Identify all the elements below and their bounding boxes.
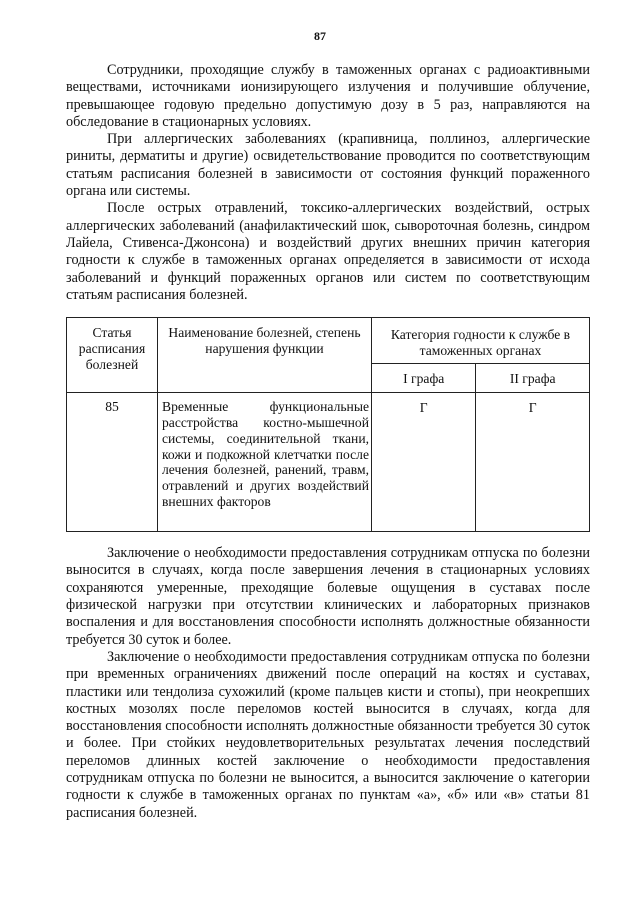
header-column-2: II графа [476,364,590,393]
paragraph-sick-leave-conclusion: Заключение о необходимости предоставления сотрудникам отпуска по болезни выносится в случаях, когда после завершения лечения в стационарных условиях сохраняются умеренные, преходящие болевые ощущения в суставах после физической нагрузки при отсутствии клинических и лабораторных признаков воспаления и для восстановления способности исполнять должностные обязанности требуется 30 суток и более. [66,545,590,648]
paragraph-movement-restrictions: Заключение о необходимости предоставления сотрудникам отпуска по болезни при временных ограничениях движений после операций на костях и суставах, пластики или тендолиза сухожилий (кроме пальцев кисти и стопы), при неокрепших костных мозолях после переломов костей выносится в случаях, когда для восстановления способности исполнять должностные обязанности требуется 30 суток и более. При стойких неудовлетворительных результатах лечения последствий переломов длинных костей заключение о необходимости предоставления сотрудникам отпуска по болезни не выносится, а выносится заключение о категории годности к службе в таможенных органах по пунктам «а», «б» или «в» статьи 81 расписания болезней. [66,648,590,821]
table-header-row [67,318,590,364]
paragraph-acute-poisoning: После острых отравлений, токсико-аллергических воздействий, острых аллергических заболеваний (анафилактический шок, сывороточная болезнь, синдром Лайела, Стивенса-Джонсона) и воздействий других внешних причин категория годности к службе в таможенных органах определяется в зависимости от исхода заболеваний и функций пораженных органов или систем по соответствующим статьям расписания болезней. [66,200,590,303]
cell-category-column-1: Г [372,393,476,532]
table-row [67,393,590,532]
paragraph-radiation: Сотрудники, проходящие службу в таможенных органах с радиоактивными веществами, источниками ионизирующего излучения и получившие облучение, превышающее годовую предельно допустимую дозу в 5 раз, направляются на обследование в стационарных условиях. [66,62,590,130]
header-fitness-category: Категория годности к службе в таможенных органах [372,318,590,364]
page-number: 87 [314,29,326,43]
document-body [66,62,590,822]
header-article: Статья расписания болезней [67,318,158,393]
cell-category-column-2: Г [476,393,590,532]
header-column-1: I графа [372,364,476,393]
disease-schedule-table [66,317,590,532]
header-disease-name: Наименование болезней, степень нарушения функции [158,318,372,393]
cell-disease-description: Временные функциональные расстройства костно-мышечной системы, соединительной ткани, кожи и подкожной клетчатки после лечения болезней, ранений, травм, отравлений и других воздействий внешних факторов [158,393,372,532]
cell-article-number: 85 [67,393,158,532]
paragraph-allergic-diseases: При аллергических заболеваниях (крапивница, поллиноз, аллергические риниты, дерматиты и другие) освидетельствование проводится по соответствующим статьям расписания болезней в зависимости от состояния функций пораженного органа или системы. [66,131,590,200]
